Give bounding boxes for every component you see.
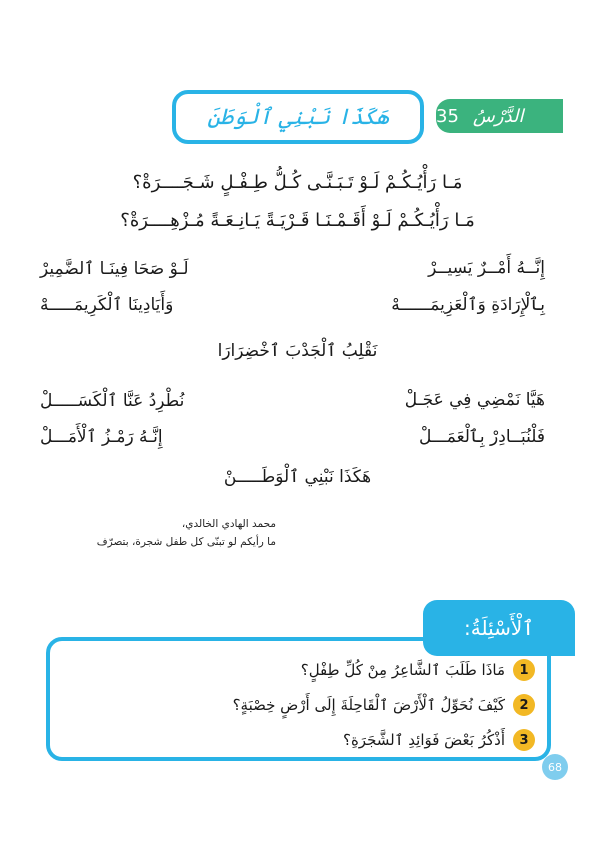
question-number: 2: [513, 694, 535, 716]
lesson-label: الدَّرْسُ: [472, 105, 524, 127]
verse-right: هَيَّا نَمْضِي فِي عَجَـلْ: [404, 390, 545, 410]
verse-left: إِنَّـهُ رَمْـزُ ٱلْأَمَـــلْ: [40, 427, 163, 447]
poem-refrain: نَقْلِبُ ٱلْجَدْبَ ٱخْضِرَارَا: [217, 341, 378, 361]
question-text: كَيْفَ نُحَوِّلُ ٱلْأَرْضَ ٱلْقَاحِلَةَ إِلَى أَرْضٍ خِصْبَةٍ؟: [232, 696, 505, 714]
question-text: مَاذَا طَلَبَ ٱلشَّاعِرُ مِنْ كُلِّ طِفْلٍ؟: [300, 661, 505, 679]
verse-left: نُطْرِدُ عَنَّا ٱلْكَسَـــــلْ: [40, 391, 185, 411]
lesson-badge: [436, 99, 563, 133]
verse-left: وَأَيَادِينَا ٱلْكَرِيمَـــــهْ: [40, 295, 174, 315]
question-number: 3: [513, 729, 535, 751]
questions-header: [423, 600, 575, 656]
lesson-number: 35: [436, 105, 459, 127]
question-number: 1: [513, 659, 535, 681]
verse-right: بِٱلْإِرَادَةِ وَٱلْعَزِيمَــــــهْ: [391, 295, 545, 315]
poem-credit: [96, 515, 276, 551]
verse-right: إِنَّــهُ أَمْــرٌ يَسِيــرْ: [428, 258, 545, 278]
poem-opening-line-1: مَـا رَأْيُـكُـمْ لَـوْ تَـبَـنَّـى كُـلُّ طِـفْـلٍ شَـجَــــرَةْ؟: [132, 172, 463, 193]
credit-author: محمد الهادي الخالدي،: [181, 518, 276, 530]
question-item: [343, 728, 535, 752]
verse-right: فَلْنُبَــادِرْ بِٱلْعَمَـــلْ: [418, 427, 545, 447]
lesson-title-box: [172, 90, 424, 144]
question-item: [233, 693, 535, 717]
verse-left: لَـوْ صَحَا فِينَـا ٱلضَّمِيرْ: [40, 259, 189, 279]
page-number: 68: [542, 754, 568, 780]
question-text: أَذْكُرُ بَعْضَ فَوَائِدِ ٱلشَّجَرَةِ؟: [342, 731, 505, 749]
questions-header-label: ٱلْأَسْئِلَةُ:: [464, 616, 534, 640]
question-item: [301, 658, 535, 682]
poem-closing: هَكَذَا نَبْنِي ٱلْوَطَـــــنْ: [223, 467, 372, 487]
poem-opening-line-2: مَـا رَأْيُـكُـمْ لَـوْ أَقَـمْـنَـا قَـرْيَـةً يَـانِـعَـةً مُـزْهِــــرَةْ؟: [120, 210, 475, 231]
credit-source: ما رأيكم لو تبنّى كل طفل شجرة، بتصرّف: [96, 536, 276, 548]
lesson-title: هَكَذَا نَبْنِي ٱلْوَطَنَ: [207, 104, 389, 130]
